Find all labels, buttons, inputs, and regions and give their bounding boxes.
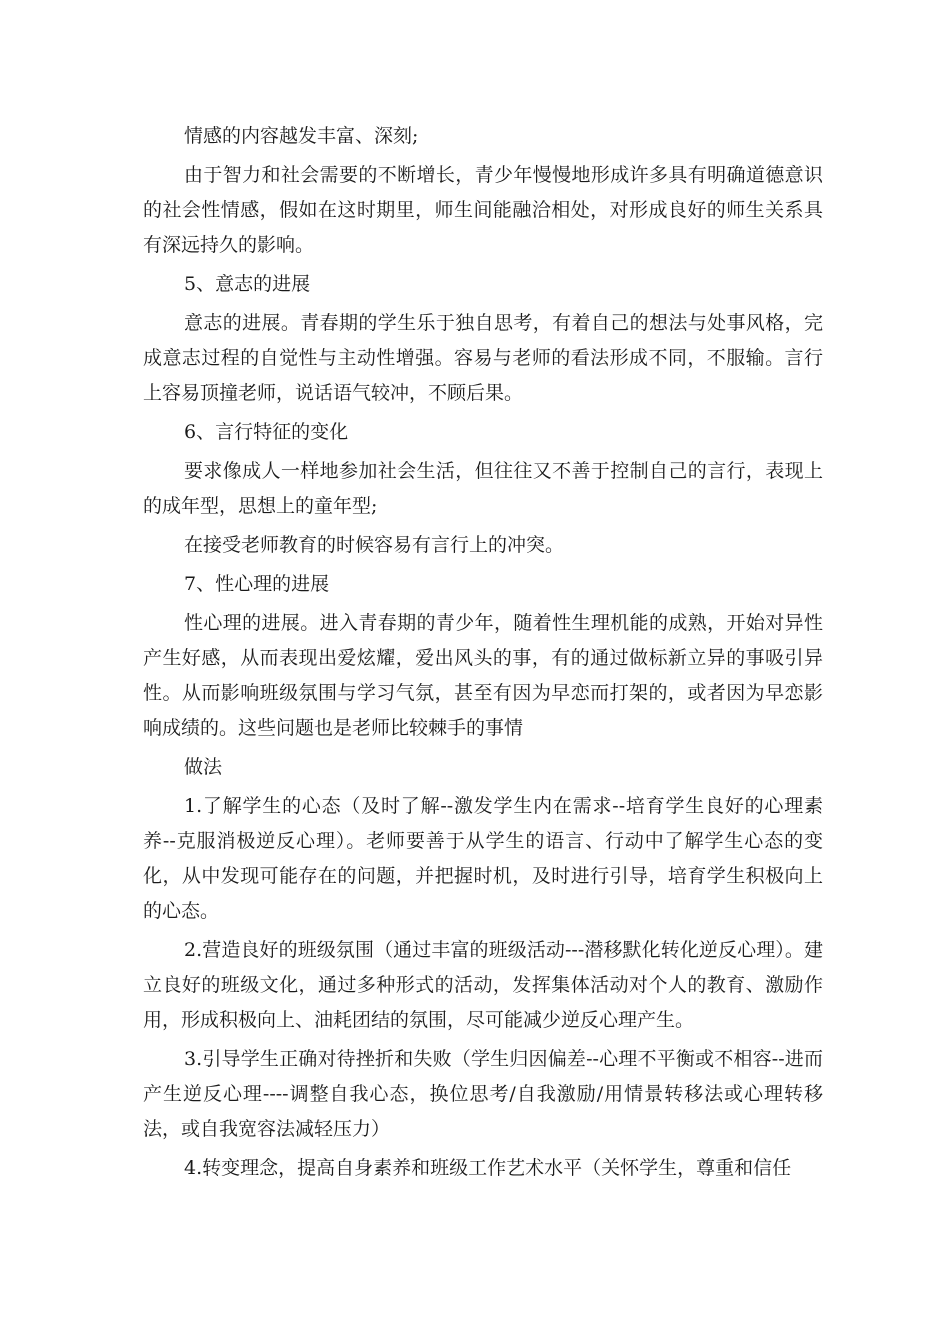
method-item-4: 4.转变理念，提高自身素养和班级工作艺术水平（关怀学生，尊重和信任 bbox=[184, 1157, 792, 1179]
section-heading-sex-psychology: 7、性心理的进展 bbox=[184, 573, 330, 595]
paragraph-social-emotion: 由于智力和社会需要的不断增长，青少年慢慢地形成许多具有明确道德意识的社会性情感，假如在这时期里，师生间能融洽相处，对形成良好的师生关系具有深远持久的影响。 bbox=[143, 164, 823, 256]
paragraph-sex-psychology: 性心理的进展。进入青春期的青少年，随着性生理机能的成熟，开始对异性产生好感，从而表现出爱炫耀，爱出风头的事，有的通过做标新立异的事吸引异性。从而影响班级氛围与学习气氛，甚至有因为早恋而打架的，或者因为早恋影响成绩的。这些问题也是老师比较棘手的事情 bbox=[143, 612, 823, 739]
paragraph-will-development: 意志的进展。青春期的学生乐于独自思考，有着自己的想法与处事风格，完成意志过程的自觉性与主动性增强。容易与老师的看法形成不同，不服输。言行上容易顶撞老师，说话语气较冲，不顾后果。 bbox=[143, 312, 823, 404]
method-item-3: 3.引导学生正确对待挫折和失败（学生归因偏差--心理不平衡或不相容--进而产生逆反心理----调整自我心态，换位思考/自我激励/用情景转移法或心理转移法，或自我宽容法减轻压力） bbox=[143, 1048, 823, 1140]
section-heading-methods: 做法 bbox=[184, 756, 223, 778]
paragraph-emotion-content: 情感的内容越发丰富、深刻; bbox=[184, 125, 419, 147]
method-item-2: 2.营造良好的班级氛围（通过丰富的班级活动---潜移默化转化逆反心理）。建立良好的班级文化，通过多种形式的活动，发挥集体活动对个人的教育、激励作用，形成积极向上、油耗团结的氛围，尽可能减少逆反心理产生。 bbox=[143, 939, 823, 1031]
method-item-1: 1.了解学生的心态（及时了解--激发学生内在需求--培育学生良好的心理素养--克服消极逆反心理）。老师要善于从学生的语言、行动中了解学生心态的变化，从中发现可能存在的问题，并把握时机，及时进行引导，培育学生积极向上的心态。 bbox=[143, 795, 823, 922]
paragraph-behavior-change: 要求像成人一样地参加社会生活，但往往又不善于控制自己的言行，表现上的成年型，思想上的童年型; bbox=[143, 460, 823, 517]
section-heading-will: 5、意志的进展 bbox=[184, 273, 311, 295]
document-body bbox=[143, 119, 823, 1186]
section-heading-behavior: 6、言行特征的变化 bbox=[184, 421, 349, 443]
paragraph-behavior-conflict: 在接受老师教育的时候容易有言行上的冲突。 bbox=[184, 534, 565, 556]
